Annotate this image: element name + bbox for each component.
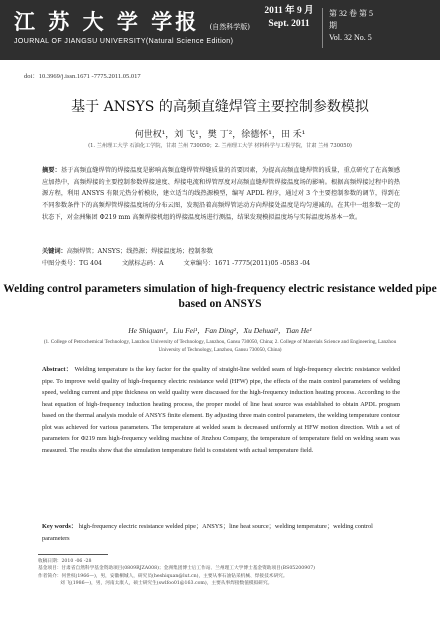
issue-date-cn: 2011 年 9 月 xyxy=(264,6,314,16)
journal-masthead xyxy=(0,0,440,60)
journal-name-cn: 江 苏 大 学 学报 xyxy=(14,9,200,34)
title-en: Welding control parameters simulation of high-frequency electric resistance welded pipe based on ANSYS xyxy=(3,283,437,310)
abstract-cn xyxy=(42,165,400,224)
author-bio-2: 刘 飞(1986—)，男，河南太康人，硕士研究生(swlfoo01@163.com)，主要从事焊接数值模拟研究。 xyxy=(60,580,273,586)
journal-name-block xyxy=(14,6,250,45)
classification-cn xyxy=(42,258,400,267)
article-number: 文章编号：1671 -7775(2011)05 -0583 -04 xyxy=(183,260,311,267)
keywords-en xyxy=(42,521,400,544)
clc-number: 中图分类号：TG 404 xyxy=(42,260,102,267)
author-bio-1: 作者简介：何世权(1966—)，男，安徽桐城人，研究员(heshiquan@lut.cn)，主要从事石油钻采机械、焊接技术研究。 xyxy=(38,573,288,579)
keywords-cn-label: 关键词： xyxy=(42,248,67,255)
keywords-cn-text: 高频焊管；ANSYS；线热源；焊接温度场；控制参数 xyxy=(66,248,213,255)
title-cn: 基于 ANSYS 的高频直缝焊管主要控制参数模拟 xyxy=(71,99,369,115)
doi-line: doi：10.3969/j.issn.1671 -7775.2011.05.017 xyxy=(24,73,141,80)
footnotes xyxy=(38,558,408,587)
issue-date-en: Sept. 2011 xyxy=(268,19,310,29)
received-date: 收稿日期：2010 -06 -28 xyxy=(38,559,92,564)
keywords-en-text: high-frequency electric resistance welded pipe；ANSYS；line heat source；welding temperature；welding control parameters xyxy=(42,523,373,542)
footnote-divider xyxy=(38,554,108,555)
funding-note: 基金项目：甘肃省自然科学基金资助项目(0809RJZA008)；金洲集团博士后工作站、兰州理工大学博士基金资助项目(BS05200907) xyxy=(38,566,316,572)
authors-cn: 何世权¹，刘 飞¹，樊 丁²，徐德怀¹，田 禾¹ xyxy=(134,130,306,140)
authors-en: He Shiquan¹，Liu Fei¹，Fan Ding²，Xu Dehuai¹，Tian He¹ xyxy=(128,326,312,335)
issue-date xyxy=(263,5,315,31)
abstract-cn-text: 基于高频直缝焊管的焊接温度是影响高频直缝焊管焊缝质量的首要因素，为提高高频直缝焊管的质量，重点研究了在高频感应加热中，高频焊接的主要控制参数焊接速度、焊接电流和焊管厚度对高频直缝焊管焊接温度场的影响。根据高频焊接过程中的热源方程，利用 ANSYS 有限元热分析模块，建立适当的线热源模型，编写 APDL 程序，通过对 3 个主要控制参数的调节，得到在不同参数条件下的高频焊管焊接温度场的分布云图，发现沿着高频焊管运动方向焊接处温度是均匀递减的。在其中一组参数一定的状态下，对金洲集团 Φ219 mm 高频焊接机组的焊接温度场进行测温，结果发现模拟温度场与实际温度场基本一致。 xyxy=(42,167,401,221)
keywords-en-label: Key words： xyxy=(42,523,78,530)
keywords-cn xyxy=(42,246,400,255)
affiliation-en: (1. College of Petrochemical Technology, Lanzhou University of Technology, Lanzhou, Gansu 730050, China; 2. College of Materials Science and Engineering, Lanzhou University of Technology, Lanzhou, Gansu 730050, China) xyxy=(43,339,397,353)
volume-info xyxy=(322,8,380,48)
abstract-en-label: Abstract： xyxy=(42,366,73,373)
journal-name-edition: (自然科学版) xyxy=(209,23,251,31)
volume-cn: 第 32 卷 第 5 期 xyxy=(329,9,373,30)
abstract-cn-label: 摘要： xyxy=(42,167,61,174)
volume-en: Vol. 32 No. 5 xyxy=(329,33,372,42)
document-code: 文献标志码：A xyxy=(121,260,164,267)
affiliation-cn: (1. 兰州理工大学 石油化工学院，甘肃 兰州 730050；2. 兰州理工大学 材料科学与工程学院，甘肃 兰州 730050) xyxy=(88,143,352,149)
abstract-en xyxy=(42,364,400,456)
abstract-en-text: Welding temperature is the key factor for the quality of straight-line welded seam of high-frequency electric resistance welded pipe. To improve weld quality of high-frequency electric resistance weld (HFW) pipe, the effects of the main control parameters of welding speed, welding current and pipe thickness on weld quality were discussed for the high-frequency induction heating process. According to the heat equation of high-frequency induction heating process, the proper model of line heat source was established to obtain APDL program based on the thermal analysis module of ANSYS finite element. By adjusting three main control parameters, the welding temperature contour plot was achieved for various parameters. The temperature at welded seam is decreased uniformly at HFW motion direction. With a set of parameters for Φ219 mm high-frequency welding machine of Jinzhou Company, the temperature of temperature field on welding seam was measured. The results show that the simulation temperature field is consistent with actual temperature field. xyxy=(42,366,400,454)
journal-name-en: JOURNAL OF JIANGSU UNIVERSITY(Natural Science Edition) xyxy=(14,38,234,45)
